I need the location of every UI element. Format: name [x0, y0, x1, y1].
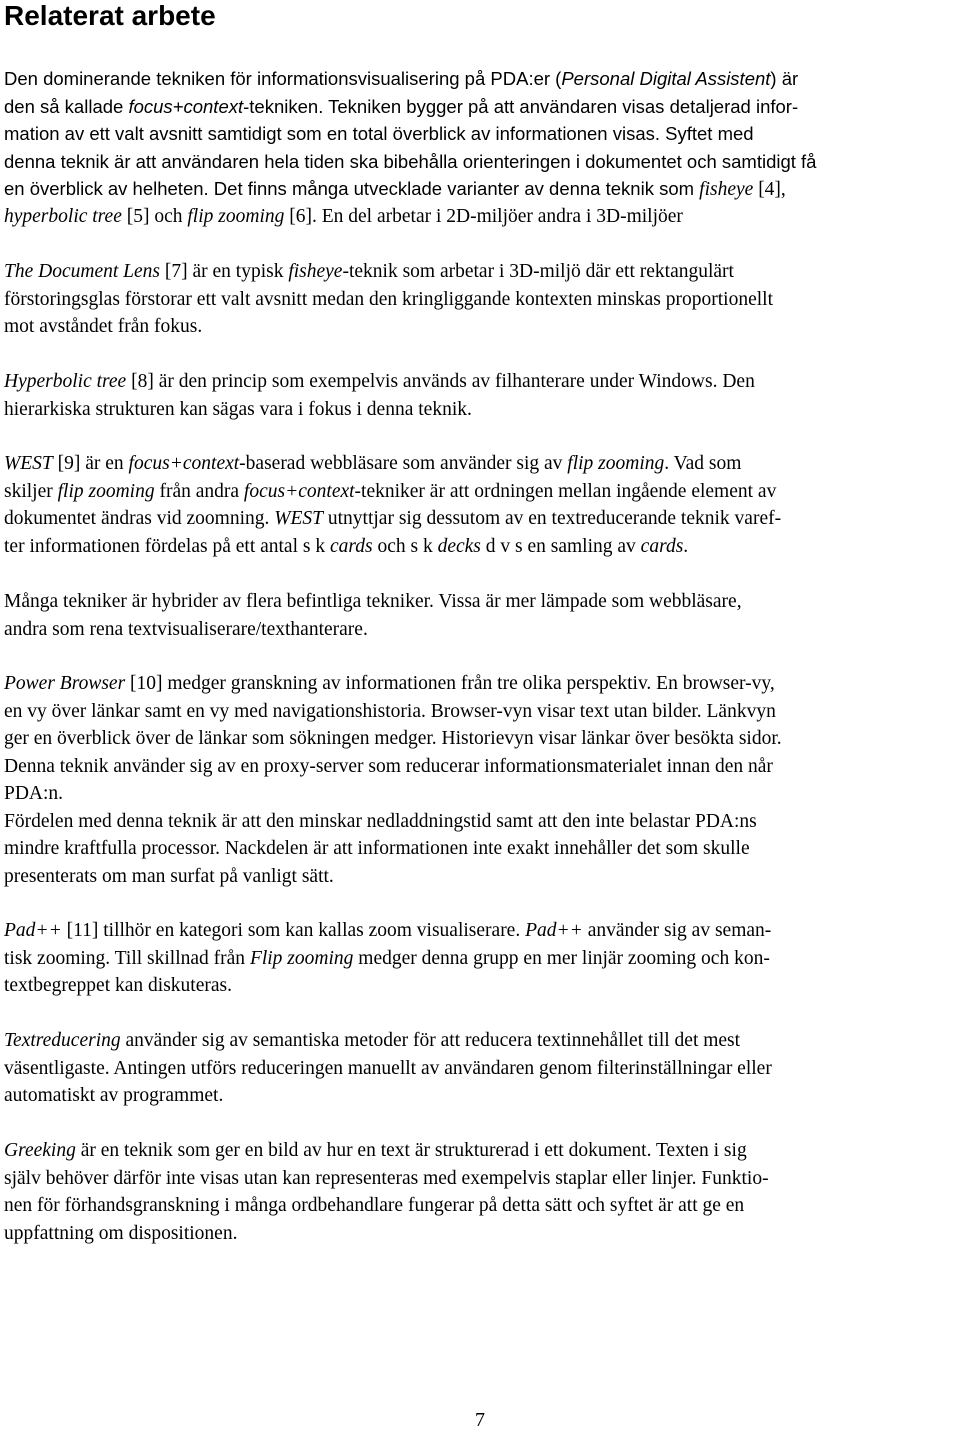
text-line: [4, 505, 956, 533]
italic-term: Flip zooming: [249, 947, 354, 969]
text-run: [8] är den princip som exempelvis används av filhanterare under Windows. Den: [126, 371, 755, 392]
text-run: [10] medger granskning av informationen från tre olika perspektiv. En browser-vy,: [125, 673, 775, 694]
italic-term: Pad++: [4, 920, 62, 941]
text-run: denna teknik är att användaren hela tiden ska bibehålla orienteringen i dokumentet och samtidigt få: [4, 150, 817, 172]
italic-term: cards: [640, 535, 684, 557]
text-run: Denna teknik använder sig av en proxy-server som reducerar informationsmaterialet innan den når: [4, 755, 773, 777]
text-run: [5] och: [121, 205, 188, 227]
text-run: väsentligaste. Antingen utförs reduceringen manuellt av användaren genom filterinställningar eller: [4, 1057, 772, 1079]
text-run: [9] är en: [52, 453, 129, 474]
text-run: PDA:n.: [4, 783, 64, 804]
text-run: presenterats om man surfat på vanligt sätt.: [4, 865, 334, 887]
text-line: [4, 533, 956, 561]
text-line: [4, 396, 956, 424]
text-run: mot avståndet från fokus.: [4, 316, 203, 337]
text-run: hierarkiska strukturen kan sägas vara i fokus i denna teknik.: [4, 398, 472, 420]
text-run: en överblick av helheten. Det finns många utvecklade varianter av denna teknik som: [4, 178, 700, 199]
italic-term: fisheye: [288, 261, 343, 282]
text-line: [4, 450, 956, 478]
text-run: den så kallade: [4, 95, 129, 117]
italic-term: WEST: [4, 453, 53, 474]
text-line: [4, 203, 956, 231]
text-run: d v s en samling av: [480, 535, 641, 557]
paragraph: [4, 65, 956, 230]
italic-term: flip zooming: [187, 205, 285, 227]
text-run: -tekniker är att ordningen mellan ingående element av: [354, 480, 777, 502]
page-number: 7: [475, 1409, 485, 1431]
text-run: Många tekniker är hybrider av flera befintliga tekniker. Vissa är mer lämpade som webbläsare,: [4, 591, 742, 612]
text-line: [4, 313, 956, 341]
paragraph: [4, 588, 956, 643]
text-run: . Vad som: [664, 453, 742, 474]
text-line: [4, 670, 956, 698]
italic-term: Greeking: [4, 1140, 76, 1161]
italic-term: fisheye: [699, 179, 754, 200]
text-line: [4, 1220, 956, 1248]
text-line: [4, 698, 956, 726]
text-line: [4, 93, 956, 121]
text-run: Fördelen med denna teknik är att den minskar nedladdningstid samt att den inte belastar PDA:ns: [4, 810, 757, 832]
italic-term: cards: [329, 535, 373, 557]
text-line: [4, 368, 956, 396]
paragraph: [4, 917, 956, 1000]
text-run: ger en överblick över de länkar som sökningen medger. Historievyn visar länkar över besökta sidor.: [4, 728, 782, 749]
text-run: mation av ett valt avsnitt samtidigt som en total överblick av informationen visas. Syftet med: [4, 123, 754, 144]
text-line: [4, 286, 956, 314]
text-run: [7] är en typisk: [159, 261, 289, 282]
text-run: dokumentet ändras vid zoomning.: [4, 508, 275, 529]
text-run: en vy över länkar samt en vy med navigationshistoria. Browser-vyn visar text utan bilder. Länkvyn: [4, 700, 776, 722]
paragraph: [4, 1027, 956, 1110]
italic-term: hyperbolic tree: [4, 205, 122, 227]
text-line: [4, 835, 956, 863]
italic-term: Textreducering: [4, 1030, 121, 1051]
italic-term: focus+context: [128, 453, 240, 474]
italic-term: decks: [437, 535, 481, 557]
text-line: [4, 148, 956, 176]
italic-term: Personal Digital Assistent: [561, 68, 771, 89]
text-run: tisk zooming. Till skillnad från: [4, 947, 250, 969]
text-line: [4, 863, 956, 891]
text-line: [4, 1027, 956, 1055]
text-run: automatiskt av programmet.: [4, 1085, 224, 1106]
text-line: [4, 588, 956, 616]
text-run: förstoringsglas förstorar ett valt avsnitt medan den kringliggande kontexten minskas proportionellt: [4, 288, 774, 310]
text-run: och s k: [372, 535, 438, 557]
text-run: -tekniken. Tekniken bygger på att användaren visas detaljerad infor-: [243, 95, 799, 117]
text-run: [4],: [753, 179, 786, 200]
text-line: [4, 1055, 956, 1083]
text-line: [4, 808, 956, 836]
text-line: [4, 120, 956, 148]
paragraph: [4, 450, 956, 560]
text-run: ) är: [770, 68, 799, 89]
text-run: [11] tillhör en kategori som kan kallas zoom visualiserare.: [61, 920, 526, 941]
italic-term: Pad++: [525, 920, 583, 941]
text-line: [4, 753, 956, 781]
text-run: andra som rena textvisualiserare/texthanterare.: [4, 618, 368, 640]
paragraph: [4, 368, 956, 423]
text-run: ter informationen fördelas på ett antal s k: [4, 535, 330, 557]
text-run: nen för förhandsgranskning i många ordbehandlare fungerar på detta sätt och syftet är att ge en: [4, 1195, 745, 1216]
text-run: är en teknik som ger en bild av hur en text är strukturerad i ett dokument. Texten i sig: [75, 1140, 747, 1161]
text-line: [4, 780, 956, 808]
paragraph: [4, 670, 956, 890]
text-line: [4, 616, 956, 644]
text-line: [4, 478, 956, 506]
paragraph: [4, 1137, 956, 1247]
italic-term: flip zooming: [57, 480, 155, 502]
text-run: använder sig av semantiska metoder för att reducera textinnehållet till det mest: [120, 1030, 741, 1051]
italic-term: The Document Lens: [4, 261, 160, 282]
text-line: [4, 258, 956, 286]
text-line: [4, 1082, 956, 1110]
text-line: [4, 972, 956, 1000]
text-run: använder sig av seman-: [582, 920, 772, 941]
text-line: [4, 175, 956, 203]
text-line: [4, 945, 956, 973]
text-run: uppfattning om dispositionen.: [4, 1222, 238, 1244]
italic-term: Power Browser: [4, 673, 126, 694]
text-line: [4, 1137, 956, 1165]
text-run: [6].: [284, 205, 322, 227]
text-line: [4, 917, 956, 945]
text-run: själv behöver därför inte visas utan kan representeras med exempelvis staplar eller linjer. Funktio-: [4, 1167, 769, 1189]
italic-term: Hyperbolic tree: [4, 371, 127, 392]
text-run: skiljer: [4, 480, 58, 502]
italic-term: focus+context: [243, 480, 355, 502]
text-line: [4, 1192, 956, 1220]
text-run: medger denna grupp en mer linjär zooming och kon-: [353, 947, 770, 969]
text-line: [4, 1165, 956, 1193]
text-run: -baserad webbläsare som använder sig av: [239, 453, 568, 474]
text-run: från andra: [154, 480, 244, 502]
text-run: utnyttjar sig dessutom av en textreducerande teknik varef-: [323, 508, 782, 529]
text-run: .: [683, 535, 689, 557]
italic-term: focus+context: [128, 95, 244, 117]
text-run: mindre kraftfulla processor. Nackdelen är att informationen inte exakt innehåller det som skulle: [4, 838, 750, 859]
paragraph: [4, 258, 956, 341]
italic-term: flip zooming: [567, 453, 665, 474]
text-run: -teknik som arbetar i 3D-miljö där ett rektangulärt: [342, 261, 734, 282]
text-line: [4, 65, 956, 93]
text-run: En del arbetar i 2D-miljöer andra i 3D-miljöer: [321, 205, 683, 227]
italic-term: WEST: [274, 508, 323, 529]
section-heading: Relaterat arbete: [4, 0, 216, 31]
text-run: textbegreppet kan diskuteras.: [4, 975, 232, 996]
text-run: Den dominerande tekniken för informationsvisualisering på PDA:er (: [4, 68, 562, 89]
text-line: [4, 725, 956, 753]
